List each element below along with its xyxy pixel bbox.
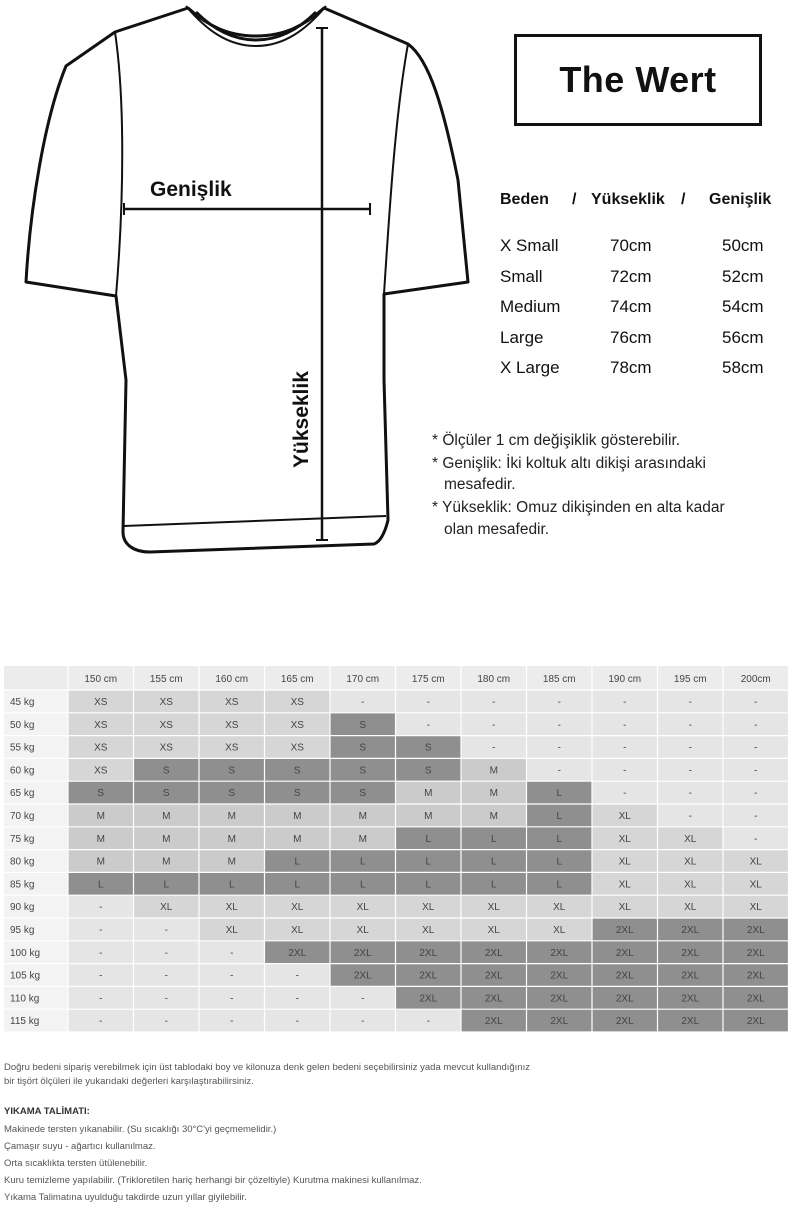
grid-cell-label: S xyxy=(424,742,432,754)
size-row-1-height: 72cm xyxy=(610,267,652,286)
grid-cell-label: 2XL xyxy=(484,993,503,1005)
grid-cell-label: - xyxy=(99,1016,103,1028)
grid-cell-label: - xyxy=(164,993,168,1005)
grid-cell-label: - xyxy=(754,742,758,754)
grid-cell-label: XS xyxy=(159,697,173,708)
grid-cell-label: - xyxy=(557,719,561,731)
grid-cell-label: XS xyxy=(94,719,108,731)
grid-cell-label: - xyxy=(230,947,234,959)
grid-cell-label: - xyxy=(426,719,430,731)
grid-cell-label: XL xyxy=(618,902,631,914)
size-header-height: Yükseklik xyxy=(591,191,665,208)
grid-cell-label: - xyxy=(361,993,365,1005)
grid-cell-label: 2XL xyxy=(419,947,438,959)
grid-cell-label: XS xyxy=(94,742,108,754)
grid-cell-label: XL xyxy=(487,925,500,936)
grid-cell-label: - xyxy=(623,719,627,731)
grid-cell-label: XS xyxy=(290,719,304,731)
grid-cell-label: M xyxy=(358,811,367,822)
grid-cell-label: XL xyxy=(422,925,435,936)
size-row-4-name: X Large xyxy=(500,358,560,377)
grid-cell-label: L xyxy=(163,879,170,891)
grid-cell-label: - xyxy=(688,697,692,708)
footer-intro-2: bir tişört ölçüleri ile yukarıdaki değerleri karşılaştırabilirsiniz. xyxy=(4,1076,254,1087)
grid-cell-label: XL xyxy=(618,879,631,891)
grid-cell-label: - xyxy=(230,1016,234,1028)
grid-cell-label: 2XL xyxy=(746,993,765,1005)
grid-cell-label: S xyxy=(228,788,236,800)
size-row-4-width: 58cm xyxy=(722,358,764,377)
grid-cell-label: - xyxy=(99,902,103,914)
grid-col-header: 180 cm xyxy=(477,674,511,685)
grid-cell-label: S xyxy=(162,765,170,777)
grid-cell-label: - xyxy=(623,765,627,777)
grid-cell-label: 2XL xyxy=(550,970,569,982)
grid-cell-label: XL xyxy=(749,856,762,868)
grid-cell-label: - xyxy=(361,1016,365,1028)
grid-col-header: 165 cm xyxy=(280,674,314,685)
grid-cell-label: L xyxy=(490,833,497,845)
grid-cell-label: XL xyxy=(422,902,435,914)
grid-cell-label: 2XL xyxy=(288,947,307,959)
note-width-2: mesafedir. xyxy=(444,476,516,493)
grid-cell-label: XL xyxy=(291,925,304,936)
grid-cell-label: - xyxy=(361,697,365,708)
grid-cell-label: S xyxy=(359,788,367,800)
grid-cell-label: - xyxy=(295,993,299,1005)
grid-cell-label: - xyxy=(492,719,496,731)
size-row-2-width: 54cm xyxy=(722,297,764,316)
grid-cell-label: XL xyxy=(356,925,369,936)
grid-cell-label: XS xyxy=(159,742,173,754)
grid-cell-label: XS xyxy=(290,742,304,754)
size-row-1-width: 52cm xyxy=(722,267,764,286)
grid-cell-label: M xyxy=(424,811,433,822)
grid-row-header: 100 kg xyxy=(10,947,41,959)
grid-cell-label: XL xyxy=(684,902,697,914)
grid-header-bg xyxy=(4,666,789,690)
size-row-2-height: 74cm xyxy=(610,297,652,316)
grid-cell-label: - xyxy=(754,788,758,800)
grid-cell-label: - xyxy=(164,970,168,982)
grid-cell-label: - xyxy=(230,993,234,1005)
grid-cell-label: M xyxy=(162,811,171,822)
grid-cell-label: 2XL xyxy=(746,947,765,959)
grid-col-header: 150 cm xyxy=(84,674,118,685)
grid-col-header: 170 cm xyxy=(346,674,380,685)
grid-cell-label: XL xyxy=(160,902,173,914)
note-width-1: * Genişlik: İki koltuk altı dikişi arasındaki xyxy=(432,455,706,472)
grid-cell-label: L xyxy=(359,856,366,868)
grid-row-header: 110 kg xyxy=(10,993,40,1005)
size-row-0-height: 70cm xyxy=(610,236,652,255)
grid-row-header: 70 kg xyxy=(10,811,35,822)
grid-cell-label: XS xyxy=(159,719,173,731)
grid-cell-label: L xyxy=(359,879,366,891)
grid-cell-label: 2XL xyxy=(681,925,700,936)
grid-cell-label: L xyxy=(556,833,563,845)
grid-cell-label: - xyxy=(623,788,627,800)
width-label: Genişlik xyxy=(150,178,232,201)
size-header-sep1: / xyxy=(572,191,577,208)
wash-line: Orta sıcaklıkta tersten ütülenebilir. xyxy=(4,1158,148,1169)
grid-cell-label: - xyxy=(754,719,758,731)
grid-cell-label: 2XL xyxy=(681,1016,700,1028)
grid-cell-label: L xyxy=(490,856,497,868)
grid-cell-label: 2XL xyxy=(615,947,634,959)
grid-cell-label: S xyxy=(359,719,367,731)
grid-col-header: 185 cm xyxy=(542,674,576,685)
grid-cell-label: - xyxy=(426,697,430,708)
grid-cell-label: - xyxy=(623,742,627,754)
grid-cell-label: - xyxy=(492,742,496,754)
grid-cell-label: 2XL xyxy=(484,1016,503,1028)
grid-cell-label: L xyxy=(556,879,563,891)
grid-row-header: 95 kg xyxy=(10,925,35,936)
grid-cell-label: L xyxy=(228,879,235,891)
grid-cell-label: XL xyxy=(618,856,631,868)
grid-row-header: 45 kg xyxy=(10,697,35,708)
brand-title: The Wert xyxy=(559,59,717,100)
grid-cell-label: - xyxy=(426,1016,430,1028)
grid-cell-label: 2XL xyxy=(419,993,438,1005)
grid-cell-label: - xyxy=(99,970,103,982)
grid-cell-label: - xyxy=(688,719,692,731)
grid-cell-label: XL xyxy=(553,902,566,914)
grid-cell-label: L xyxy=(294,856,301,868)
grid-cell-label: 2XL xyxy=(550,993,569,1005)
grid-cell-label: L xyxy=(97,879,104,891)
grid-cell-label: - xyxy=(688,788,692,800)
grid-cell-label: XL xyxy=(618,811,631,822)
grid-cell-label: - xyxy=(688,742,692,754)
grid-cell-label: - xyxy=(295,1016,299,1028)
grid-row-header: 90 kg xyxy=(10,902,35,914)
grid-cell-label: - xyxy=(754,765,758,777)
grid-cell-label: - xyxy=(688,811,692,822)
grid-cell-label: S xyxy=(359,765,367,777)
grid-cell-label: - xyxy=(492,697,496,708)
grid-cell-label: - xyxy=(230,970,234,982)
note-tolerance: * Ölçüler 1 cm değişiklik gösterebilir. xyxy=(432,432,681,449)
grid-cell-label: L xyxy=(425,833,432,845)
grid-col-header: 175 cm xyxy=(411,674,445,685)
grid-cell-label: XL xyxy=(291,902,304,914)
size-row-1-name: Small xyxy=(500,267,543,286)
grid-cell-label: S xyxy=(359,742,367,754)
grid-cell-label: M xyxy=(489,788,498,800)
grid-row-header: 105 kg xyxy=(10,970,41,982)
grid-cell-label: - xyxy=(623,697,627,708)
grid-cell-label: - xyxy=(164,947,168,959)
grid-col-header: 190 cm xyxy=(608,674,642,685)
size-row-0-name: X Small xyxy=(500,236,559,255)
grid-cell-label: 2XL xyxy=(615,970,634,982)
grid-cell-label: 2XL xyxy=(484,947,503,959)
grid-cell-label: XS xyxy=(225,697,239,708)
grid-cell-label: - xyxy=(164,1016,168,1028)
grid-cell-label: - xyxy=(688,765,692,777)
grid-cell-label: XL xyxy=(749,902,762,914)
grid-cell-label: - xyxy=(99,947,103,959)
wash-line: Kuru temizleme yapılabilir. (Trikloretilen hariç herhangi bir çözeltiyle) Kurutma makinesi kullanılmaz. xyxy=(4,1175,422,1186)
grid-cell-label: M xyxy=(227,833,236,845)
grid-cell-label: S xyxy=(424,765,432,777)
grid-cell-label: L xyxy=(556,788,563,800)
grid-row-header: 55 kg xyxy=(10,742,35,754)
grid-cell-label: XS xyxy=(94,697,108,708)
grid-row-header: 80 kg xyxy=(10,856,35,868)
wash-line: Makinede tersten yıkanabilir. (Su sıcaklığı 30°C'yi geçmemelidir.) xyxy=(4,1124,277,1135)
grid-cell-label: 2XL xyxy=(746,925,765,936)
grid-cell-label: - xyxy=(754,811,758,822)
grid-cell-label: - xyxy=(754,833,758,845)
height-label: Yükseklik xyxy=(290,371,313,468)
grid-cell-label: XL xyxy=(225,902,238,914)
grid-cell-label: XS xyxy=(94,765,108,777)
grid-row-header: 50 kg xyxy=(10,719,35,731)
grid-cell-label: S xyxy=(293,788,301,800)
grid-cell-label: M xyxy=(162,856,171,868)
grid-cell-label: S xyxy=(228,765,236,777)
grid-cell-label: 2XL xyxy=(746,970,765,982)
size-header-beden: Beden xyxy=(500,191,549,208)
grid-cell-label: S xyxy=(97,788,105,800)
grid-cell-label: L xyxy=(556,811,563,822)
grid-cell-label: M xyxy=(227,856,236,868)
size-row-3-width: 56cm xyxy=(722,328,764,347)
grid-cell-label: XS xyxy=(290,697,304,708)
grid-row-header: 75 kg xyxy=(10,833,35,845)
grid-cell-label: S xyxy=(162,788,170,800)
grid-cell-label: 2XL xyxy=(615,1016,634,1028)
grid-cell-label: L xyxy=(294,879,301,891)
grid-cell-label: XL xyxy=(356,902,369,914)
grid-cell-label: - xyxy=(557,742,561,754)
grid-cell-label: M xyxy=(424,788,433,800)
grid-cell-label: - xyxy=(557,697,561,708)
grid-cell-label: XL xyxy=(487,902,500,914)
grid-cell-label: 2XL xyxy=(615,925,634,936)
grid-cell-label: - xyxy=(164,925,168,936)
grid-col-header: 200cm xyxy=(740,674,771,685)
grid-cell-label: - xyxy=(99,993,103,1005)
grid-cell-label: 2XL xyxy=(550,947,569,959)
grid-cell-label: XL xyxy=(684,879,697,891)
grid-cell-label: 2XL xyxy=(681,993,700,1005)
grid-cell-label: M xyxy=(489,811,498,822)
wash-line: Yıkama Talimatına uyulduğu takdirde uzun yıllar giyilebilir. xyxy=(4,1192,247,1203)
grid-cell-label: XS xyxy=(225,742,239,754)
grid-cell-label: M xyxy=(227,811,236,822)
note-height-2: olan mesafedir. xyxy=(444,521,550,538)
grid-cell-label: XL xyxy=(684,856,697,868)
grid-cell-label: M xyxy=(293,811,302,822)
grid-cell-label: L xyxy=(425,879,432,891)
grid-cell-label: 2XL xyxy=(550,1016,569,1028)
grid-cell-label: M xyxy=(293,833,302,845)
grid-cell-label: - xyxy=(99,925,103,936)
grid-cell-label: M xyxy=(96,856,105,868)
grid-row-header: 60 kg xyxy=(10,765,35,777)
grid-cell-label: XL xyxy=(684,833,697,845)
size-row-2-name: Medium xyxy=(500,297,561,316)
grid-cell-label: XS xyxy=(225,719,239,731)
wash-line: Çamaşır suyu - ağartıcı kullanılmaz. xyxy=(4,1141,156,1152)
grid-row-header: 65 kg xyxy=(10,788,35,800)
grid-col-header: 155 cm xyxy=(149,674,183,685)
note-height-1: * Yükseklik: Omuz dikişinden en alta kadar xyxy=(432,499,725,516)
grid-cell-label: 2XL xyxy=(484,970,503,982)
grid-col-header: 195 cm xyxy=(673,674,707,685)
size-header-sep2: / xyxy=(681,191,686,208)
grid-cell-label: M xyxy=(96,833,105,845)
grid-cell-label: 2XL xyxy=(419,970,438,982)
grid-cell-label: XL xyxy=(749,879,762,891)
grid-cell-label: XL xyxy=(225,925,238,936)
grid-cell-label: L xyxy=(425,856,432,868)
grid-cell-label: M xyxy=(358,833,367,845)
grid-cell-label: L xyxy=(490,879,497,891)
grid-cell-label: 2XL xyxy=(615,993,634,1005)
grid-cell-label: 2XL xyxy=(681,947,700,959)
grid-col-header: 160 cm xyxy=(215,674,249,685)
grid-cell-label: M xyxy=(489,765,498,777)
size-row-3-name: Large xyxy=(500,328,544,347)
grid-cell-label: S xyxy=(293,765,301,777)
grid-cell-label: - xyxy=(754,697,758,708)
grid-cell-label: L xyxy=(556,856,563,868)
size-header-width: Genişlik xyxy=(709,191,772,208)
grid-cell-label: - xyxy=(557,765,561,777)
size-row-4-height: 78cm xyxy=(610,358,652,377)
grid-row-header: 85 kg xyxy=(10,879,35,891)
grid-cell-label: XL xyxy=(618,833,631,845)
footer-intro-1: Doğru bedeni sipariş verebilmek için üst tablodaki boy ve kilonuza denk gelen bedeni seçebilirsiniz yada mevcut kullandığınız xyxy=(4,1062,530,1073)
grid-cell-label: - xyxy=(295,970,299,982)
grid-cell-label: 2XL xyxy=(353,947,372,959)
size-row-3-height: 76cm xyxy=(610,328,652,347)
wash-title: YIKAMA TALİMATI: xyxy=(4,1106,90,1117)
grid-cell-label: M xyxy=(96,811,105,822)
grid-cell-label: 2XL xyxy=(681,970,700,982)
grid-cell-label: XL xyxy=(553,925,566,936)
grid-cell-label: M xyxy=(162,833,171,845)
grid-cell-label: 2XL xyxy=(353,970,372,982)
size-row-0-width: 50cm xyxy=(722,236,764,255)
grid-row-header: 115 kg xyxy=(10,1016,40,1028)
grid-cell-label: 2XL xyxy=(746,1016,765,1028)
